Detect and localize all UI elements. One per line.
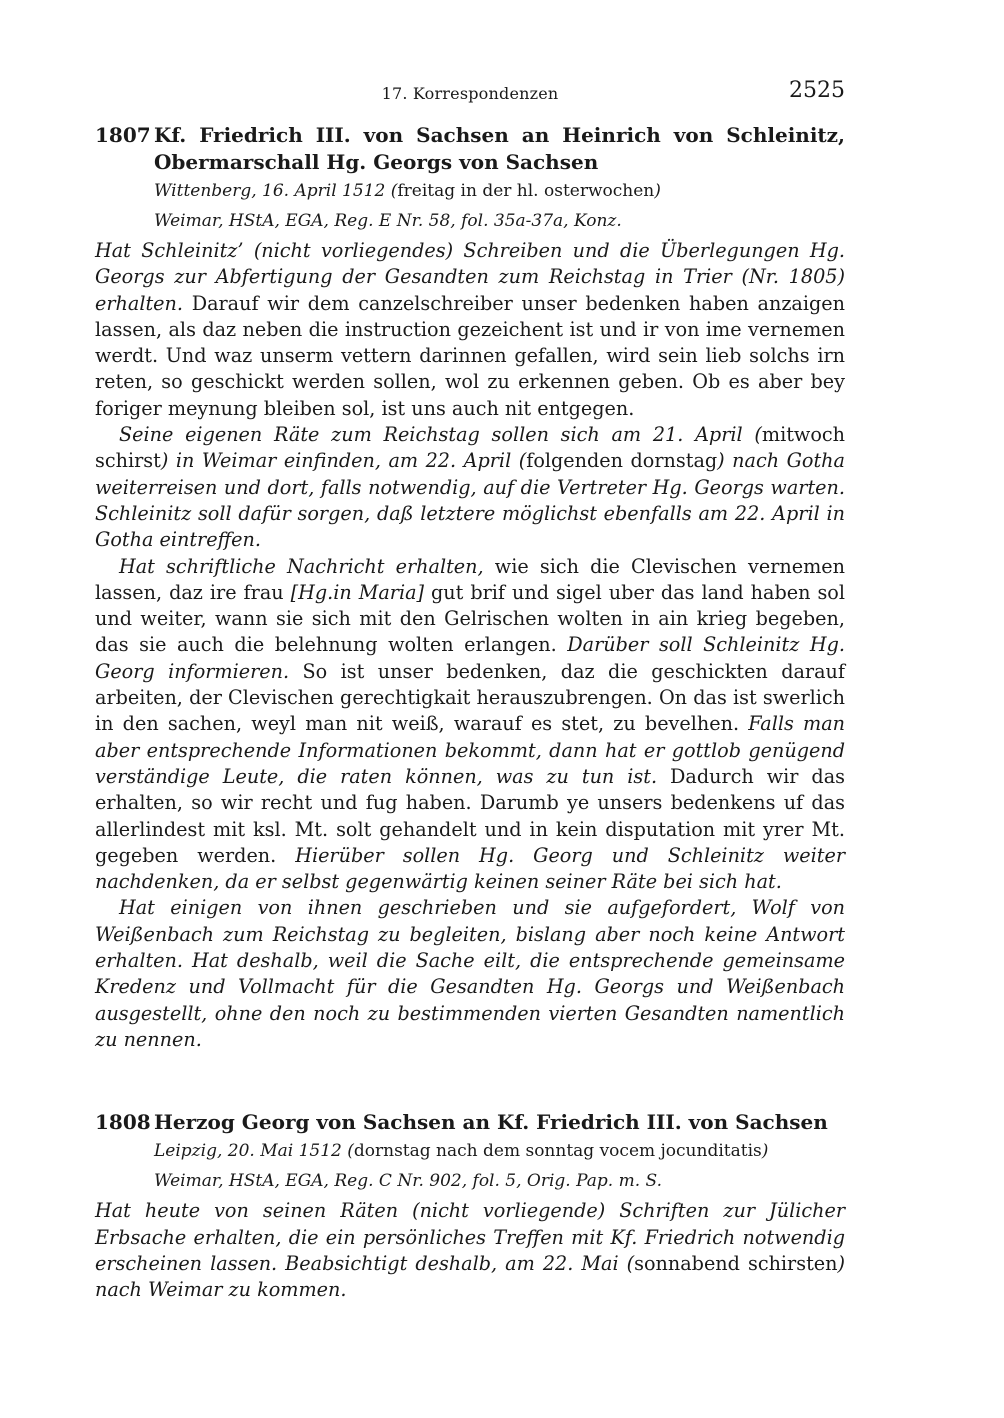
paragraph: Hat einigen von ihnen geschrieben und sie aufgefordert, Wolf von Weißenbach zum Reichstag zu begleiten, bislang aber noch keine Antwort erhalten. Hat deshalb, weil die Sache eilt, die entsprechende gemeinsame Kredenz und Vollmacht für die Gesandten Hg. Georgs und Weißenbach ausgestellt, ohne den noch zu bestimmenden vierten Gesandten namentlich zu nennen. — [95, 896, 845, 1051]
paragraph — [95, 1198, 845, 1303]
summary-text: Darüber soll Schleinitz Hg. Georg informieren. — [95, 633, 845, 683]
paragraph — [95, 238, 845, 422]
entry-separator — [95, 1053, 845, 1101]
document-page — [95, 78, 845, 1303]
entry-number: 1808 — [95, 1110, 151, 1135]
entry-date-line — [154, 176, 845, 206]
entry-number: 1807 — [95, 123, 151, 147]
date-original-wording: dornstag nach dem sonntag vocem jocunditatis — [353, 1141, 762, 1162]
paragraph — [95, 422, 845, 553]
paragraph — [95, 554, 845, 896]
quoted-text: Dadurch wir das erhalten, so wir recht und fug haben. Darumb ye unsers bedenkens uf das allerlindest mit ksl. Mt. solt gehandelt und in kein disputation mit yrer Mt. gegeben werden. — [95, 764, 845, 867]
summary-text: Hat heute von seinen Räten (nicht vorliegende) Schriften zur Jülicher Erbsache erhalten, die ein persönliches Treffen mit Kf. Friedrich notwendig erscheinen lassen. Beabsichtigt deshalb, am 22. Mai ( — [95, 1199, 845, 1275]
summary-text: ) in Weimar einfinden, am 22. April ( — [160, 449, 527, 473]
quoted-text: sonnabend schirsten — [634, 1251, 838, 1275]
summary-text: Hierüber sollen Hg. Georg und Schleinitz weiter nachdenken, da er selbst gegenwärtig keinen seiner Räte bei sich hat. — [95, 843, 845, 894]
entry-source-line: Weimar, HStA, EGA, Reg. C Nr. 902, fol. 5, Orig. Pap. m. S. — [154, 1171, 662, 1192]
entry-body — [95, 1198, 845, 1303]
date-original-wording: freitag in der hl. osterwochen — [397, 181, 655, 201]
date-place: Leipzig, 20. Mai 1512 ( — [154, 1141, 354, 1162]
entry-title: Herzog Georg von Sachsen an Kf. Friedrich III. von Sachsen — [154, 1110, 828, 1135]
quoted-text: Darauf wir dem canzelschreiber unser bedenken haben anzaigen lassen, als daz neben die instruction gezeichent ist und ir von ime vernemen werdt. Und waz unserm vettern darinnen gefallen, wird sein lieb solchs irn reten, so geschickt werden sollen, wol zu erkennen geben. Ob es aber bey foriger meynung bleiben sol, ist uns auch nit entgegen. — [95, 291, 845, 420]
quoted-text: wie sich die Clevischen vernemen lassen, daz ire frau — [95, 554, 845, 604]
page-number: 2525 — [789, 78, 845, 103]
summary-text: Hat Schleinitz’ (nicht vorliegendes) Schreiben und die Überlegungen Hg. Georgs zur Abfertigung der Gesandten zum Reichstag in Trier (Nr. 1805) erhalten. — [95, 239, 845, 315]
entry-heading — [95, 122, 845, 176]
entry-title: Kf. Friedrich III. von Sachsen an Heinrich von Schleinitz, Obermarschall Hg. Georgs von Sachsen — [154, 123, 845, 174]
summary-text: Falls man aber entsprechende Informationen bekommt, dann hat er gottlob genügend verständige Leute, die raten können, was zu tun ist. — [95, 712, 845, 788]
letter-entry-1807 — [95, 122, 845, 1053]
summary-text: ) nach Weimar zu kommen. — [95, 1251, 846, 1302]
summary-text: Seine eigenen Räte zum Reichstag sollen sich am 21. April ( — [119, 423, 762, 447]
quoted-text: mitwoch schirst — [95, 423, 845, 473]
chapter-title: 17. Korrespondenzen — [381, 84, 559, 103]
date-close: ) — [761, 1141, 769, 1162]
letter-entry-1808 — [95, 1109, 845, 1303]
quoted-text: So ist unser bedenken, daz die geschickten darauf arbeiten, der Clevischen gerechtigkait herauszubrengen. On das ist swerlich in den sachen, weyl man nit weiß, warauf es stet, zu bevelhen. — [95, 659, 845, 736]
running-header — [95, 78, 845, 114]
summary-text: ) nach Gotha weiterreisen und dort, falls notwendig, auf die Vertreter Hg. Georgs warten. Schleinitz soll dafür sorgen, daß letztere möglichst ebenfalls am 22. April in Gotha eintreffen. — [95, 449, 845, 552]
entry-body — [95, 238, 845, 1053]
quoted-text: gut brif und sigel uber das land haben sol und weiter, wann sie sich mit den Gelrischen wolten in ain krieg begeben, das sie auch die belehnung wolten erlangen. — [95, 580, 845, 657]
entry-date-line — [154, 1136, 845, 1166]
date-close: ) — [654, 181, 661, 201]
date-place: Wittenberg, 16. April 1512 ( — [154, 181, 398, 201]
entry-heading — [95, 1109, 845, 1136]
editorial-note: [Hg.in Maria] — [290, 580, 425, 604]
quoted-text: folgenden dornstag — [526, 449, 718, 473]
summary-text: Hat schriftliche Nachricht erhalten, — [119, 554, 484, 578]
entry-source-line: Weimar, HStA, EGA, Reg. E Nr. 58, fol. 35a-37a, Konz. — [154, 211, 622, 231]
